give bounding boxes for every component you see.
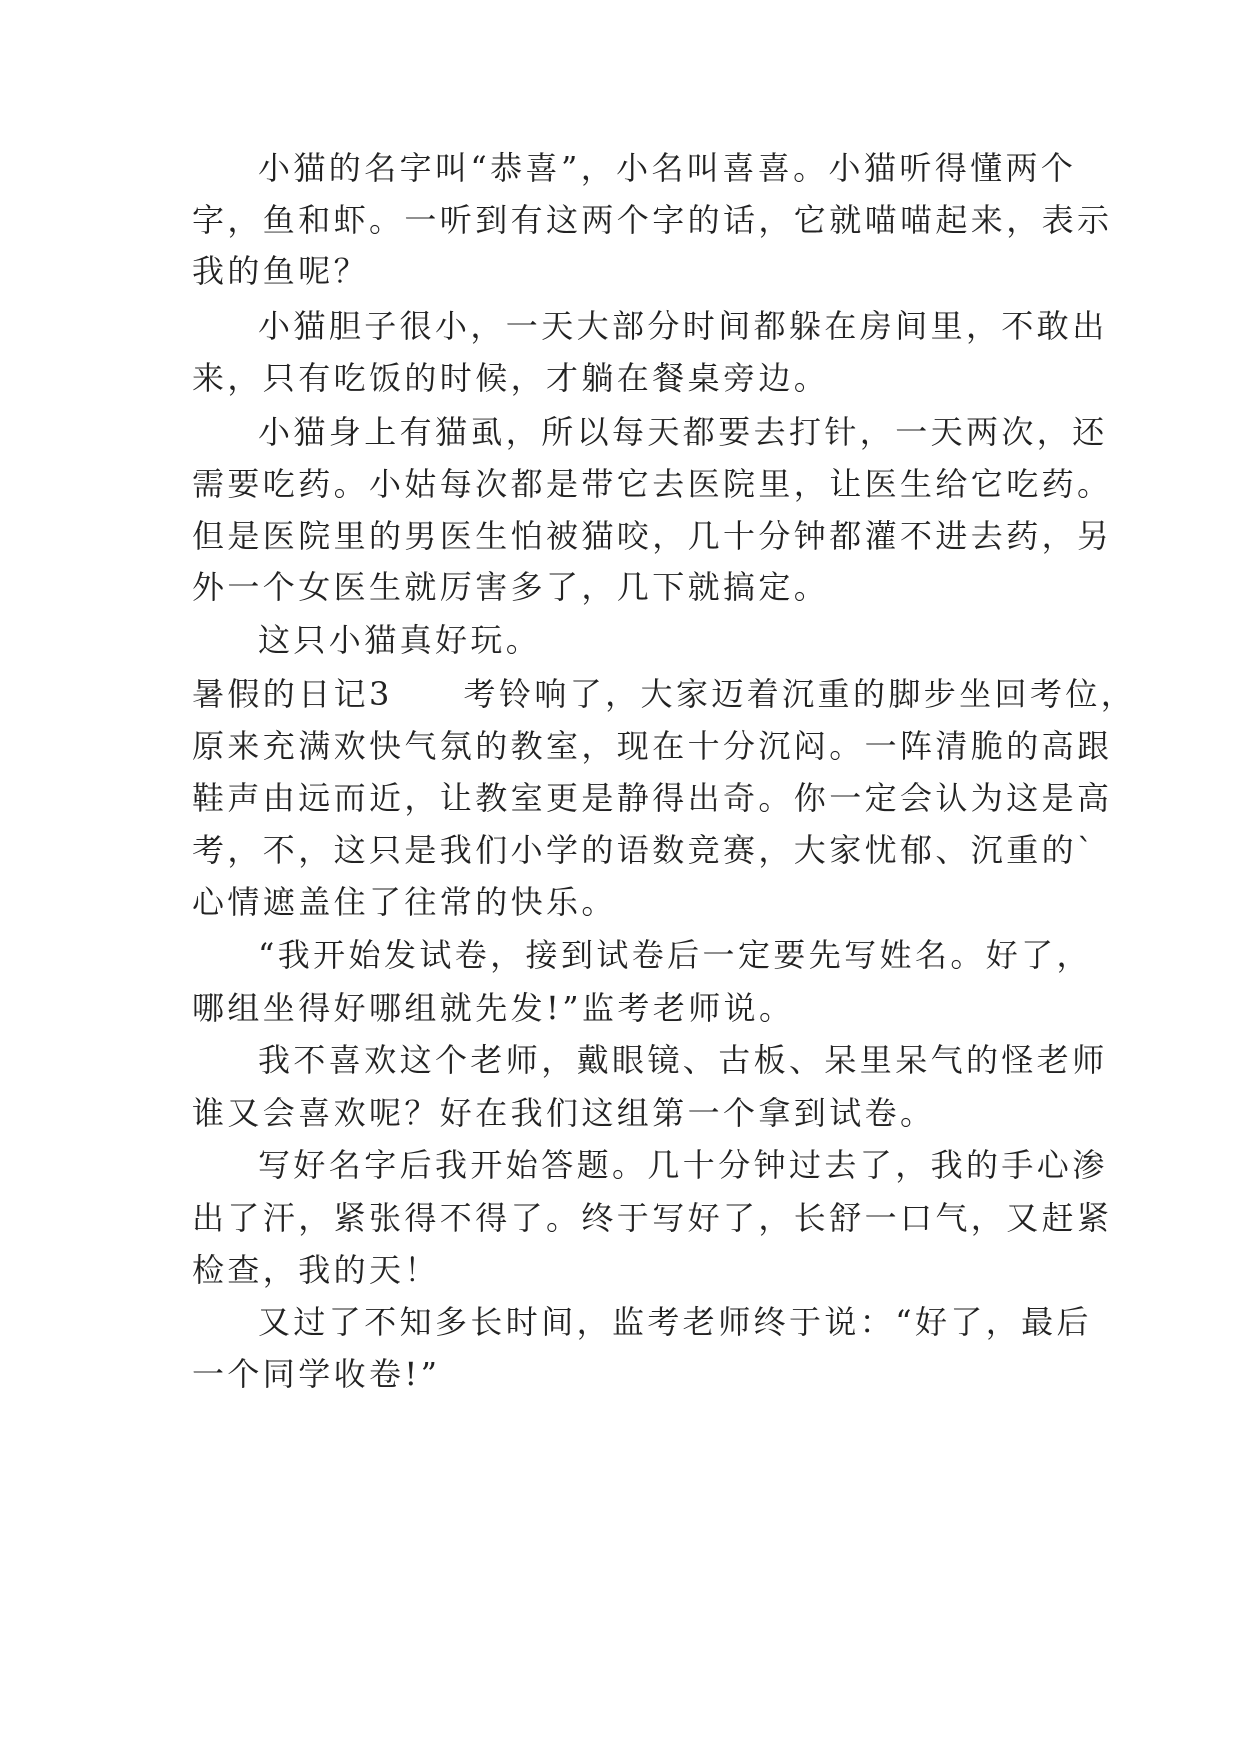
paragraph-line: 又过了不知多长时间，监考老师终于说：“好了，最后 [258,1303,1092,1341]
paragraph-line: 一个同学收卷!” [192,1355,441,1393]
paragraph-line: 但是医院里的男医生怕被猫咬，几十分钟都灌不进去药，另 [192,517,1113,555]
paragraph-line: 原来充满欢快气氛的教室，现在十分沉闷。一阵清脆的高跟 [192,727,1113,765]
paragraph-line: 哪组坐得好哪组就先发!”监考老师说。 [192,989,795,1027]
paragraph-line: 写好名字后我开始答题。几十分钟过去了，我的手心渗 [258,1146,1108,1184]
paragraph-line: “我开始发试卷，接到试卷后一定要先写姓名。好了， [258,936,1092,974]
paragraph-line: 考，不，这只是我们小学的语数竞赛，大家忧郁、沉重的` [192,831,1097,869]
paragraph-line: 字，鱼和虾。一听到有这两个字的话，它就喵喵起来，表示 [192,201,1113,239]
diary-heading-line: 暑假的日记3 考铃响了，大家迈着沉重的脚步坐回考位， [192,675,1137,713]
paragraph-line: 外一个女医生就厉害多了，几下就搞定。 [192,568,830,606]
paragraph-line: 来，只有吃饭的时候，才躺在餐桌旁边。 [192,359,830,397]
paragraph-line: 我的鱼呢？ [192,252,370,290]
paragraph-line: 需要吃药。小姑每次都是带它去医院里，让医生给它吃药。 [192,465,1113,503]
paragraph-line: 心情遮盖住了往常的快乐。 [192,883,617,921]
paragraph-line: 鞋声由远而近，让教室更是静得出奇。你一定会认为这是高 [192,779,1113,817]
paragraph-line: 这只小猫真好玩。 [258,621,542,659]
paragraph-line: 小猫胆子很小，一天大部分时间都躲在房间里，不敢出 [258,307,1108,345]
paragraph-line: 我不喜欢这个老师，戴眼镜、古板、呆里呆气的怪老师 [258,1041,1108,1079]
paragraph-line: 小猫身上有猫虱，所以每天都要去打针，一天两次，还 [258,413,1108,451]
paragraph-line: 谁又会喜欢呢？好在我们这组第一个拿到试卷。 [192,1094,936,1132]
paragraph-line: 出了汗，紧张得不得了。终于写好了，长舒一口气，又赶紧 [192,1199,1113,1237]
paragraph-line: 小猫的名字叫“恭喜”，小名叫喜喜。小猫听得懂两个 [258,149,1077,187]
paragraph-line: 检查，我的天！ [192,1251,440,1289]
